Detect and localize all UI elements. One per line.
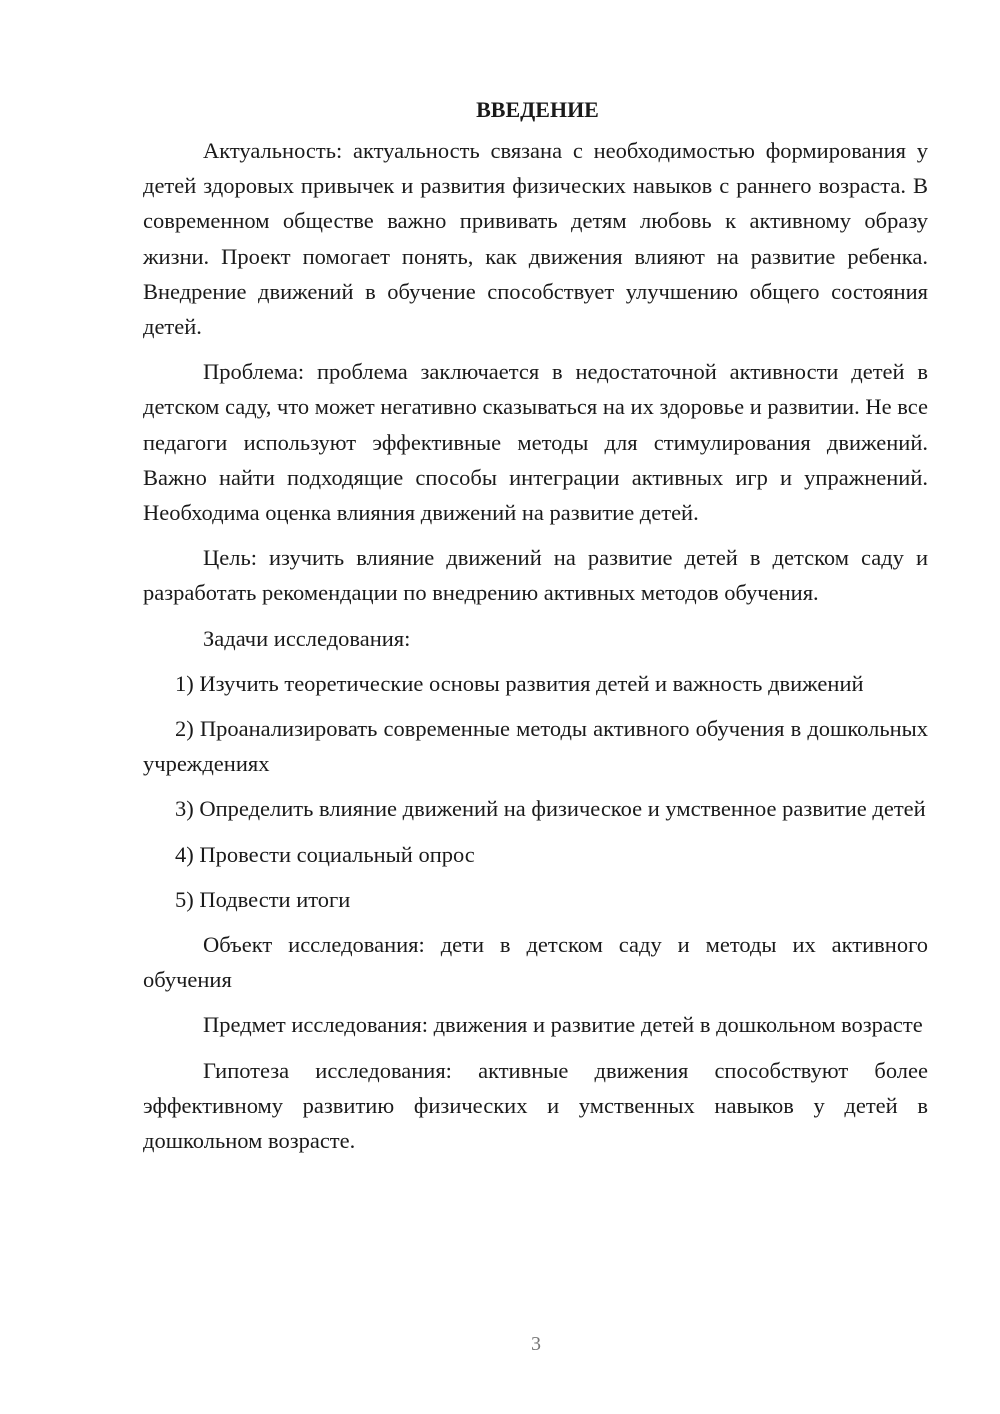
- list-item: 5) Подвести итоги: [175, 886, 351, 912]
- list-item: 3) Определить влияние движений на физическое и умственное развитие детей: [175, 796, 926, 822]
- list-item: 2) Проанализировать современные методы активного обучения в дошкольных учреждениях: [143, 716, 928, 777]
- list-item: 1) Изучить теоретические основы развития детей и важность движений: [175, 670, 864, 696]
- paragraph-hypothesis: Гипотеза исследования: активные движения способствуют более эффективному развитию физических и умственных навыков у детей в дошкольном возрасте.: [143, 1057, 928, 1154]
- page-number: 3: [531, 1333, 541, 1355]
- paragraph-goal: Цель: изучить влияние движений на развитие детей в детском саду и разработать рекомендации по внедрению активных методов обучения.: [143, 545, 928, 606]
- paragraph-problem: Проблема: проблема заключается в недостаточной активности детей в детском саду, что может негативно сказываться на их здоровье и развитии. Не все педагоги используют эффективные методы для стимулирования движений. Важно найти подходящие способы интеграции активных игр и упражнений. Необходима оценка влияния движений на развитие детей.: [143, 359, 928, 526]
- paragraph-subject: Предмет исследования: движения и развитие детей в дошкольном возрасте: [203, 1012, 923, 1038]
- list-item: 4) Провести социальный опрос: [175, 841, 475, 867]
- document-page: [143, 92, 928, 1168]
- tasks-heading: Задачи исследования:: [203, 625, 411, 651]
- paragraph-object: Объект исследования: дети в детском саду и методы их активного обучения: [143, 932, 928, 993]
- tasks-list: [143, 666, 928, 917]
- page-title: ВВЕДЕНИЕ: [476, 97, 599, 122]
- paragraph-relevance: Актуальность: актуальность связана с необходимостью формирования у детей здоровых привычек и развития физических навыков с раннего возраста. В современном обществе важно прививать детям любовь к активному образу жизни. Проект помогает понять, как движения влияют на развитие ребенка. Внедрение движений в обучение способствует улучшению общего состояния детей.: [143, 138, 928, 340]
